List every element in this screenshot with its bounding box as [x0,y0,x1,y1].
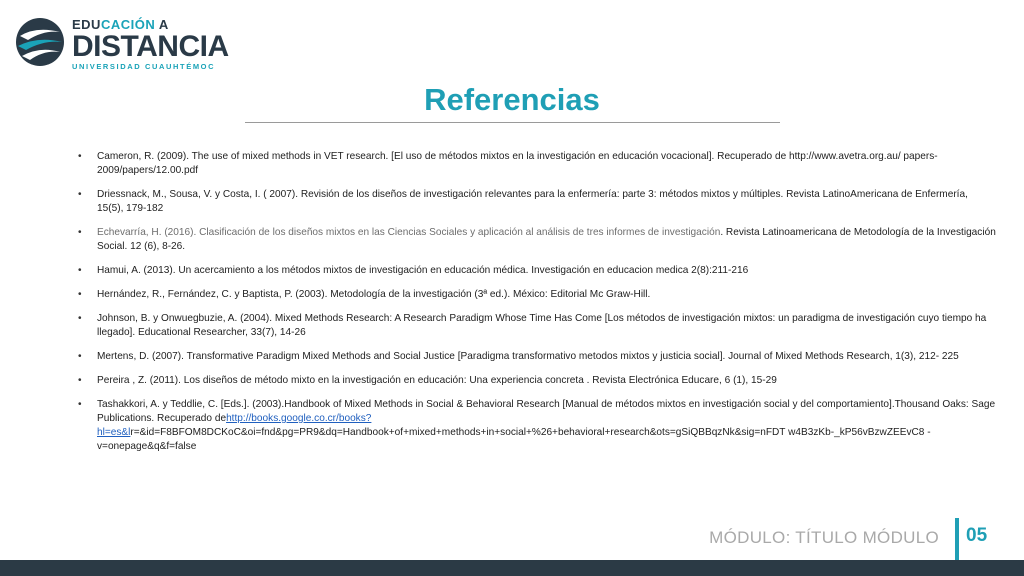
reference-text: Tashakkori, A. y Teddlie, C. [Eds.]. (2003).Handbook of Mixed Methods in Social & Behavioral Research [Manual de métodos mixtos en investigación social y del comportamiento].Thousand Oaks: Sage Publications. Recuperado de [97,399,996,424]
logo-line2: DISTANCIA [72,30,229,63]
page-number: 05 [966,525,988,546]
logo-line1-a: EDU [72,17,101,32]
reference-item [78,350,996,364]
reference-item [78,226,996,254]
reference-text: Hamui, A. (2013). Un acercamiento a los métodos mixtos de investigación en educación médica. Investigación en educacion medica 2(8):211-216 [97,265,749,276]
footer-module-title: MÓDULO: TÍTULO MÓDULO [709,528,939,547]
logo-text [72,18,229,72]
slide-title: Referencias [424,82,600,117]
reference-item [78,150,996,178]
logo-line3: UNIVERSIDAD CUAUHTÉMOC [72,62,216,71]
reference-text-tail: . Revista Latinoamericana de Metodología de la Investigación Social. 12 (6), 8-26. [97,227,996,252]
reference-text: Cameron, R. (2009). The use of mixed methods in VET research. [El uso de métodos mixtos en la investigación en educación vocacional]. Recuperado de http://www.avetra.org.au/ papers-2009/papers/12.00.pdf [97,151,938,176]
reference-text: Pereira , Z. (2011). Los diseños de método mixto en la investigación en educación: Una experiencia concreta . Revista Electrónica Educare, 6 (1), 15-29 [97,375,777,386]
reference-item [78,288,996,302]
reference-text: Driessnack, M., Sousa, V. y Costa, I. ( 2007). Revisión de los diseños de investigación relevantes para la enfermería: parte 3: métodos mixtos y múltiples. Revista LatinoAmericana de Enfermería, 15(5), 179-182 [97,189,968,214]
reference-item [78,264,996,278]
reference-text-tail: r=&id=F8BFOM8DCKoC&oi=fnd&pg=PR9&dq=Handbook+of+mixed+methods+in+social+%26+behavioral+research&ots=gSiQBBqzNk&sig=nFDT w4B3zKb-_kP56vBzwZEEvC8 -v=onepage&q&f=false [97,427,931,452]
logo-line1-c: A [155,17,169,32]
logo [14,14,229,76]
reference-text: Echevarría, H. (2016). Clasificación de los diseños mixtos en las Ciencias Sociales y aplicación al análisis de tres informes de investigación [97,227,721,238]
reference-list [78,150,996,464]
logo-line1-b: CACIÓN [100,17,156,32]
reference-text: Hernández, R., Fernández, C. y Baptista, P. (2003). Metodología de la investigación (3ª ed.). México: Editorial Mc Graw-Hill. [97,289,651,300]
reference-text: Johnson, B. y Onwuegbuzie, A. (2004). Mixed Methods Research: A Research Paradigm Whose Time Has Come [Los métodos de investigación mixtos: un paradigma de investigación cuyo tiempo ha llegado]. Educational Researcher, 33(7), 14-26 [97,313,987,338]
reference-item [78,188,996,216]
reference-text: Mertens, D. (2007). Transformative Paradigm Mixed Methods and Social Justice [Paradigma transformativo metodos mixtos y justicia social]. Journal of Mixed Methods Research, 1(3), 212- 225 [97,351,959,362]
title-divider [245,122,780,123]
page-number-divider [955,518,959,560]
logo-swoosh-icon [14,16,66,68]
reference-item [78,312,996,340]
footer-bar [0,560,1024,576]
reference-item [78,398,996,454]
reference-link[interactable]: http://books.google.co.cr/books?hl=es&l [97,413,372,438]
reference-item [78,374,996,388]
